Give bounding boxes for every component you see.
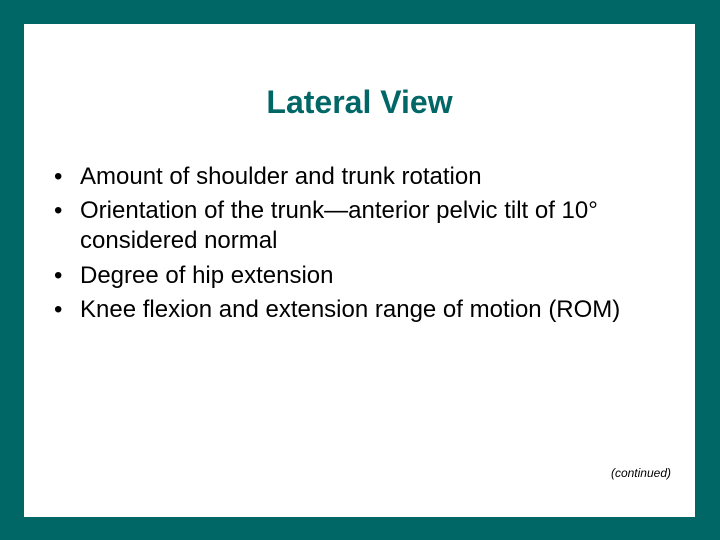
- bullet-item: [54, 196, 654, 256]
- bullet-item: [54, 162, 654, 192]
- bullet-dot: •: [54, 295, 63, 323]
- slide-title: Lateral View: [266, 84, 453, 120]
- bullet-dot: •: [54, 261, 63, 289]
- bullet-dot: •: [54, 163, 63, 190]
- bullet-text: Degree of hip extension: [80, 261, 334, 289]
- continued-note: (continued): [610, 466, 671, 480]
- bullet-text: Knee flexion and extension range of motion (ROM): [80, 295, 621, 323]
- bullet-dot: •: [54, 197, 63, 225]
- bullet-list: [54, 162, 654, 329]
- bullet-item: [54, 295, 654, 325]
- bullet-text: Amount of shoulder and trunk rotation: [80, 163, 482, 190]
- slide-panel: [24, 24, 695, 517]
- bullet-text: Orientation of the trunk—anterior pelvic tilt of 10° considered normal: [80, 197, 598, 255]
- bullet-item: [54, 261, 654, 291]
